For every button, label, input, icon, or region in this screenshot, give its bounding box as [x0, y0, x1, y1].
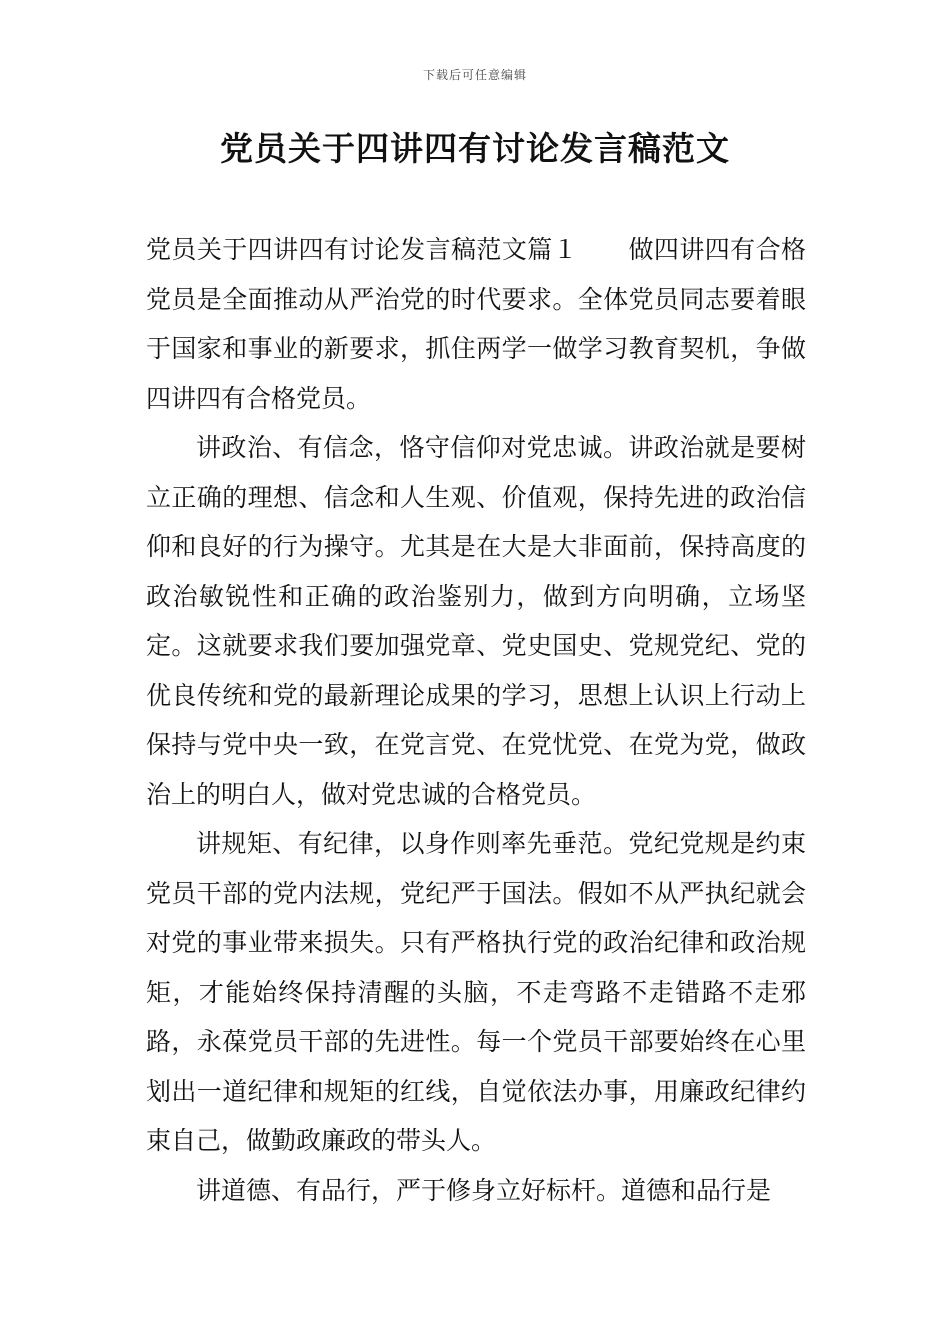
document-title: 党员关于四讲四有讨论发言稿范文 [220, 129, 730, 168]
paragraph-discipline: 讲规矩、有纪律，以身作则率先垂范。党纪党规是约束党员干部的党内法规，党纪严于国法。假如不从严执纪就会对党的事业带来损失。只有严格执行党的政治纪律和政治规矩，才能始终保持清醒的头脑，不走弯路不走错路不走邪路，永葆党员干部的先进性。每一个党员干部要始终在心里划出一道纪律和规矩的红线，自觉依法办事，用廉政纪律约束自己，做勤政廉政的带头人。 [146, 829, 806, 1155]
intro-paragraph [146, 225, 806, 423]
document-body [146, 225, 806, 1215]
paragraph-politics: 讲政治、有信念，恪守信仰对党忠诚。讲政治就是要树立正确的理想、信念和人生观、价值观，保持先进的政治信仰和良好的行为操守。尤其是在大是大非面前，保持高度的政治敏锐性和正确的政治鉴别力，做到方向明确，立场坚定。这就要求我们要加强党章、党史国史、党规党纪、党的优良传统和党的最新理论成果的学习，思想上认识上行动上保持与党中央一致，在党言党、在党忧党、在党为党，做政治上的明白人，做对党忠诚的合格党员。 [146, 433, 806, 809]
header-note: 下载后可任意编辑 [422, 68, 527, 82]
intro-text: 做四讲四有合格党员是全面推动从严治党的时代要求。全体党员同志要着眼于国家和事业的新要求，抓住两学一做学习教育契机，争做四讲四有合格党员。 [146, 235, 806, 413]
intro-heading: 党员关于四讲四有讨论发言稿范文篇１ [146, 235, 579, 264]
paragraph-morality: 讲道德、有品行，严于修身立好标杆。道德和品行是 [196, 1175, 772, 1205]
